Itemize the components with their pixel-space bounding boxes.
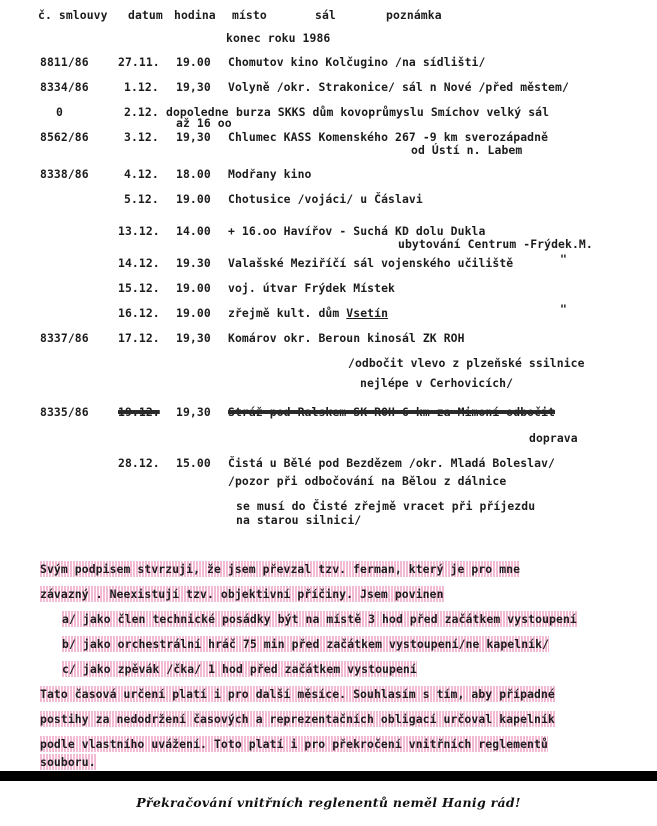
row-place-continued: na starou silnici/ xyxy=(236,513,362,527)
row-date: 17.12. xyxy=(118,331,160,345)
header-note: poznámka xyxy=(386,8,442,22)
row-place-continued: nejlépe v Cerhovicích/ xyxy=(360,376,514,390)
row-time: 19,30 xyxy=(176,331,211,345)
row-date: 14.12. xyxy=(118,256,160,270)
photo-caption: Překračování vnitřních reglenentů neměl Hanig rád! xyxy=(136,795,521,810)
row-date: 15.12. xyxy=(118,281,160,295)
row-date: 3.12. xyxy=(124,130,159,144)
statement-line: postihy za nedodržení časových a reprezentačních obligací určoval kapelník xyxy=(40,712,555,726)
row-place: voj. útvar Frýdek Místek xyxy=(228,281,395,295)
row-date: 4.12. xyxy=(124,167,159,181)
row-time: 19.00 xyxy=(176,192,211,206)
row-date: 27.11. xyxy=(118,55,160,69)
row-date: 5.12. xyxy=(124,192,159,206)
statement-line: Tato časová určení platí i pro další měsíce. Souhlasím s tím, aby případné xyxy=(40,687,555,701)
row-place: burza SKKS dům kovoprůmyslu Smíchov velký sál xyxy=(236,105,550,119)
row-place: Chomutov kino Kolčugino /na sídlišti/ xyxy=(228,55,486,69)
row-time: 19.30 xyxy=(176,256,211,270)
divider-bar xyxy=(0,771,657,781)
header-place: místo xyxy=(232,8,267,22)
row-place: Valašské Meziříčí sál vojenského učiliště xyxy=(228,256,514,270)
statement-line: podle vlastního uvážení. Toto platí i pro překročení vnitřních reglementů xyxy=(40,737,548,751)
row-place-continued: od Ústí n. Labem xyxy=(411,143,523,157)
header-hall: sál xyxy=(315,8,336,22)
section-title: konec roku 1986 xyxy=(226,31,331,45)
statement-line: Svým podpisem stvrzuji, že jsem převzal tzv. ferman, který je pro mne xyxy=(40,562,521,576)
row-time-continued: až 16 oo xyxy=(176,116,232,130)
row-date: 13.12. xyxy=(118,224,160,238)
header-date: datum xyxy=(128,8,163,22)
statement-item-b: b/ jako orchestrální hráč 75 min před začátkem vystoupení/ne kapelník/ xyxy=(62,637,550,651)
row-contract: 8335/86 xyxy=(40,405,89,419)
row-place: Chlumec KASS Komenského 267 -9 km sverozápadně xyxy=(228,130,549,144)
row-contract: 8338/86 xyxy=(40,167,89,181)
row-date: 2.12. xyxy=(124,105,159,119)
row-contract: 8562/86 xyxy=(40,130,89,144)
row-time: 15.00 xyxy=(176,456,211,470)
header-contract: č. smlouvy xyxy=(38,8,108,22)
row-place: + 16.oo Havířov - Suchá KD dolu Dukla xyxy=(228,224,486,238)
row-time: dopoledne xyxy=(166,105,229,119)
row-time: 19,30 xyxy=(176,80,211,94)
row-place-continued: se musí do Čisté zřejmě vracet při příjezdu xyxy=(236,499,536,513)
row-contract: 0 xyxy=(56,105,63,119)
row-place-continued: ubytování Centrum -Frýdek.M. xyxy=(398,237,593,251)
row-place: Chotusice /vojáci/ u Čáslavi xyxy=(228,192,423,206)
row-place: Volyně /okr. Strakonice/ sál n Nové /před městem/ xyxy=(228,80,569,94)
row-place: Komárov okr. Beroun kinosál ZK ROH xyxy=(228,331,465,345)
row-place: Čistá u Bělé pod Bezdězem /okr. Mladá Boleslav/ xyxy=(228,456,556,470)
row-date: 1.12. xyxy=(124,80,159,94)
row-time: 19,30 xyxy=(176,405,211,419)
underlined-town: Vsetín xyxy=(346,306,389,320)
row-place-continued: /pozor při odbočování na Bělou z dálnice xyxy=(228,474,507,488)
row-time: 14.00 xyxy=(176,224,211,238)
statement-item-c: c/ jako zpěvák /čka/ 1 hod před začátkem vystoupení xyxy=(62,662,417,676)
row-time: 19.00 xyxy=(176,281,211,295)
row-date: 16.12. xyxy=(118,306,160,320)
row-time: 18.00 xyxy=(176,167,211,181)
ditto-mark: " xyxy=(560,252,567,266)
row-contract: 8334/86 xyxy=(40,80,89,94)
statement-line: souboru. xyxy=(40,755,96,769)
row-place-continued: /odbočit vlevo z plzeňské ssilnice xyxy=(348,356,585,370)
row-place-crossed-out: Stráž pod Ralskem SK ROH 6 km za Mimoní odbočit xyxy=(228,405,556,419)
row-contract: 8337/86 xyxy=(40,331,89,345)
row-time: 19.00 xyxy=(176,306,211,320)
row-place: zřejmě kult. dům Vsetín xyxy=(228,306,389,320)
row-time: 19.00 xyxy=(176,55,211,69)
statement-item-a: a/ jako člen technické posádky být na místě 3 hod před začátkem vystoupení xyxy=(62,612,577,626)
ditto-mark: " xyxy=(560,302,567,316)
statement-line: závazný . Neexistují tzv. objektivní příčiny. Jsem povinen xyxy=(40,587,444,601)
row-contract: 8811/86 xyxy=(40,55,89,69)
row-date: 28.12. xyxy=(118,456,160,470)
row-time: 19,30 xyxy=(176,130,211,144)
row-place: Modřany kino xyxy=(228,167,312,181)
header-time: hodina xyxy=(174,8,216,22)
row-date: 19.12. xyxy=(118,405,160,419)
row-place-continued: doprava xyxy=(529,431,578,445)
